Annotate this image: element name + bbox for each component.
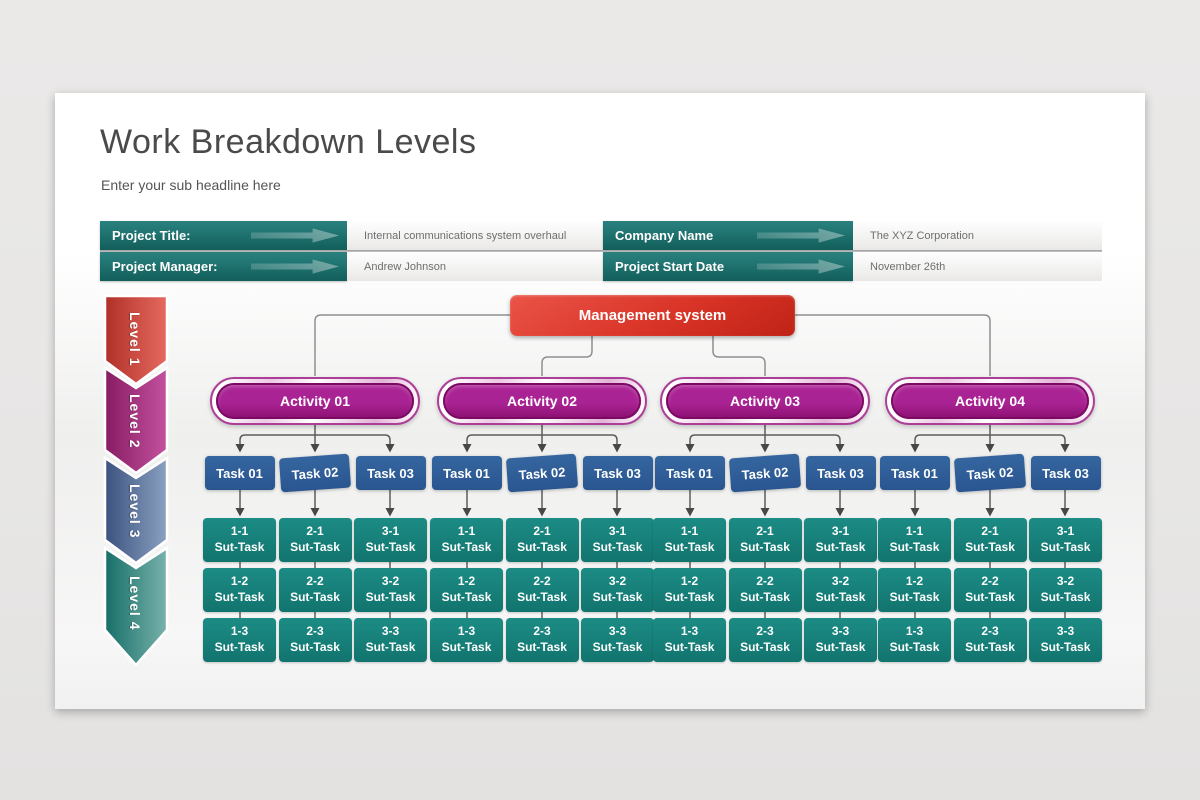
subtask-node: [279, 568, 352, 612]
subtask-number: 1-2: [457, 574, 476, 589]
subtask-word: Sut-Task: [290, 540, 340, 554]
subtask-number: 3-2: [608, 574, 627, 589]
task-columns: [878, 456, 1102, 668]
subtask-word: Sut-Task: [365, 540, 416, 554]
task-node: Task 01: [655, 456, 725, 490]
subtask-node: [954, 518, 1027, 562]
subtask-number: 3-3: [831, 624, 850, 639]
subtask-number: 2-3: [306, 624, 324, 639]
subtask-node: [653, 518, 726, 562]
subtask-number: 2-3: [756, 624, 774, 639]
page-title: Work Breakdown Levels: [100, 123, 477, 161]
subtask-node: [354, 618, 427, 662]
company-name-value: The XYZ Corporation: [853, 221, 1102, 250]
task-node: Task 03: [356, 456, 426, 490]
subtask-number: 3-3: [381, 624, 400, 639]
level-4-label: Level 4: [127, 575, 143, 631]
activity-label: Activity 03: [666, 383, 864, 419]
subtask-number: 3-2: [1056, 574, 1075, 589]
activity-pill: [210, 377, 420, 425]
task-node: Task 02: [506, 454, 578, 493]
subtask-node: [430, 618, 503, 662]
subtask-number: 2-1: [981, 524, 999, 539]
subtask-number: 2-2: [981, 574, 999, 589]
subtask-node: [804, 568, 877, 612]
activity-label: Activity 01: [216, 383, 414, 419]
subtask-number: 1-3: [230, 624, 249, 639]
subtask-node: [878, 518, 951, 562]
task-column: [729, 456, 802, 668]
subtask-node: [354, 518, 427, 562]
subtask-number: 2-2: [533, 574, 551, 589]
subtask-word: Sut-Task: [365, 590, 416, 604]
subtask-number: 2-1: [306, 524, 324, 539]
subtask-word: Sut-Task: [664, 590, 715, 604]
subtask-node: [430, 568, 503, 612]
subtask-number: 1-1: [905, 524, 924, 539]
subtask-word: Sut-Task: [1040, 590, 1091, 604]
subtask-word: Sut-Task: [365, 640, 416, 654]
subtask-word: Sut-Task: [815, 640, 866, 654]
subtask-number: 3-2: [381, 574, 400, 589]
subtask-number: 3-3: [1056, 624, 1075, 639]
activity-pill: [885, 377, 1095, 425]
subtask-node: [506, 618, 579, 662]
subtask-number: 3-1: [608, 524, 627, 539]
activity-label: Activity 04: [891, 383, 1089, 419]
subtask-node: [954, 568, 1027, 612]
task-node: Task 03: [806, 456, 876, 490]
subtask-node: [581, 518, 654, 562]
subtask-word: Sut-Task: [290, 590, 340, 604]
subtask-number: 2-1: [533, 524, 551, 539]
subtask-node: [954, 618, 1027, 662]
subtask-word: Sut-Task: [965, 590, 1015, 604]
task-column: [1029, 456, 1102, 668]
subtask-node: [279, 518, 352, 562]
project-manager-value: Andrew Johnson: [347, 252, 603, 281]
activity-group-1: [210, 377, 420, 662]
activity-group-2: [437, 377, 647, 662]
subtask-word: Sut-Task: [965, 540, 1015, 554]
task-column: [430, 456, 503, 668]
subtask-node: [729, 618, 802, 662]
subtask-node: [1029, 568, 1102, 612]
subtask-node: [581, 568, 654, 612]
subtask-word: Sut-Task: [889, 540, 940, 554]
subtask-node: [581, 618, 654, 662]
subtask-word: Sut-Task: [815, 540, 866, 554]
root-node: Management system: [510, 295, 795, 336]
task-node: Task 02: [729, 454, 801, 493]
subtask-node: [1029, 618, 1102, 662]
subtask-number: 1-3: [457, 624, 476, 639]
subtask-word: Sut-Task: [889, 590, 940, 604]
task-column: [653, 456, 726, 668]
subtask-word: Sut-Task: [517, 590, 567, 604]
subtask-number: 3-2: [831, 574, 850, 589]
activity-group-3: [660, 377, 870, 662]
subtask-node: [430, 518, 503, 562]
subtask-node: [203, 518, 276, 562]
subtask-word: Sut-Task: [889, 640, 940, 654]
subtask-number: 2-2: [306, 574, 324, 589]
page-subtitle: Enter your sub headline here: [101, 177, 281, 193]
subtask-number: 1-1: [457, 524, 476, 539]
subtask-word: Sut-Task: [214, 540, 265, 554]
subtask-node: [506, 518, 579, 562]
slide-card: [55, 93, 1145, 709]
subtask-node: [878, 568, 951, 612]
project-start-date-label: Project Start Date: [615, 259, 725, 274]
project-title-value: Internal communications system overhaul: [347, 221, 603, 250]
subtask-node: [506, 568, 579, 612]
subtask-node: [653, 568, 726, 612]
subtask-number: 2-2: [756, 574, 774, 589]
level-2-label: Level 2: [127, 393, 143, 449]
subtask-word: Sut-Task: [965, 640, 1015, 654]
subtask-node: [653, 618, 726, 662]
activity-pill: [660, 377, 870, 425]
activity-label: Activity 02: [443, 383, 641, 419]
subtask-number: 1-1: [680, 524, 699, 539]
project-start-date-value: November 26th: [853, 252, 1102, 281]
subtask-word: Sut-Task: [664, 540, 715, 554]
subtask-number: 2-3: [533, 624, 551, 639]
subtask-node: [354, 568, 427, 612]
subtask-word: Sut-Task: [290, 640, 340, 654]
subtask-word: Sut-Task: [592, 590, 643, 604]
subtask-node: [729, 568, 802, 612]
subtask-word: Sut-Task: [517, 540, 567, 554]
subtask-word: Sut-Task: [441, 540, 492, 554]
task-column: [279, 456, 352, 668]
task-node: Task 03: [583, 456, 653, 490]
subtask-word: Sut-Task: [815, 590, 866, 604]
subtask-node: [203, 568, 276, 612]
subtask-number: 1-3: [905, 624, 924, 639]
subtask-number: 1-2: [905, 574, 924, 589]
project-title-label: Project Title:: [112, 228, 191, 243]
project-manager-label: Project Manager:: [112, 259, 218, 274]
subtask-word: Sut-Task: [592, 540, 643, 554]
subtask-word: Sut-Task: [1040, 540, 1091, 554]
subtask-number: 3-1: [1056, 524, 1075, 539]
subtask-number: 3-1: [831, 524, 850, 539]
task-node: Task 01: [880, 456, 950, 490]
subtask-node: [729, 518, 802, 562]
subtask-number: 1-3: [680, 624, 699, 639]
subtask-word: Sut-Task: [592, 640, 643, 654]
subtask-word: Sut-Task: [664, 640, 715, 654]
subtask-number: 1-2: [680, 574, 699, 589]
task-columns: [653, 456, 877, 668]
task-node: Task 02: [954, 454, 1026, 493]
task-column: [581, 456, 654, 668]
company-name-label: Company Name: [615, 228, 714, 243]
task-column: [804, 456, 877, 668]
subtask-word: Sut-Task: [441, 640, 492, 654]
level-1-label: Level 1: [127, 311, 143, 367]
task-columns: [203, 456, 427, 668]
subtask-number: 1-2: [230, 574, 249, 589]
task-node: Task 01: [205, 456, 275, 490]
subtask-word: Sut-Task: [740, 640, 790, 654]
subtask-word: Sut-Task: [517, 640, 567, 654]
subtask-number: 1-1: [230, 524, 249, 539]
task-column: [354, 456, 427, 668]
subtask-number: 2-3: [981, 624, 999, 639]
subtask-word: Sut-Task: [214, 640, 265, 654]
subtask-node: [279, 618, 352, 662]
task-columns: [430, 456, 654, 668]
task-column: [954, 456, 1027, 668]
activity-pill: [437, 377, 647, 425]
subtask-number: 3-3: [608, 624, 627, 639]
activity-group-4: [885, 377, 1095, 662]
subtask-word: Sut-Task: [441, 590, 492, 604]
subtask-number: 2-1: [756, 524, 774, 539]
subtask-word: Sut-Task: [214, 590, 265, 604]
subtask-word: Sut-Task: [740, 540, 790, 554]
level-3-label: Level 3: [127, 483, 143, 539]
subtask-node: [1029, 518, 1102, 562]
task-node: Task 03: [1031, 456, 1101, 490]
task-node: Task 01: [432, 456, 502, 490]
subtask-node: [804, 618, 877, 662]
subtask-node: [878, 618, 951, 662]
task-node: Task 02: [279, 454, 351, 493]
subtask-word: Sut-Task: [740, 590, 790, 604]
subtask-node: [804, 518, 877, 562]
task-column: [878, 456, 951, 668]
subtask-word: Sut-Task: [1040, 640, 1091, 654]
task-column: [506, 456, 579, 668]
subtask-number: 3-1: [381, 524, 400, 539]
subtask-node: [203, 618, 276, 662]
task-column: [203, 456, 276, 668]
